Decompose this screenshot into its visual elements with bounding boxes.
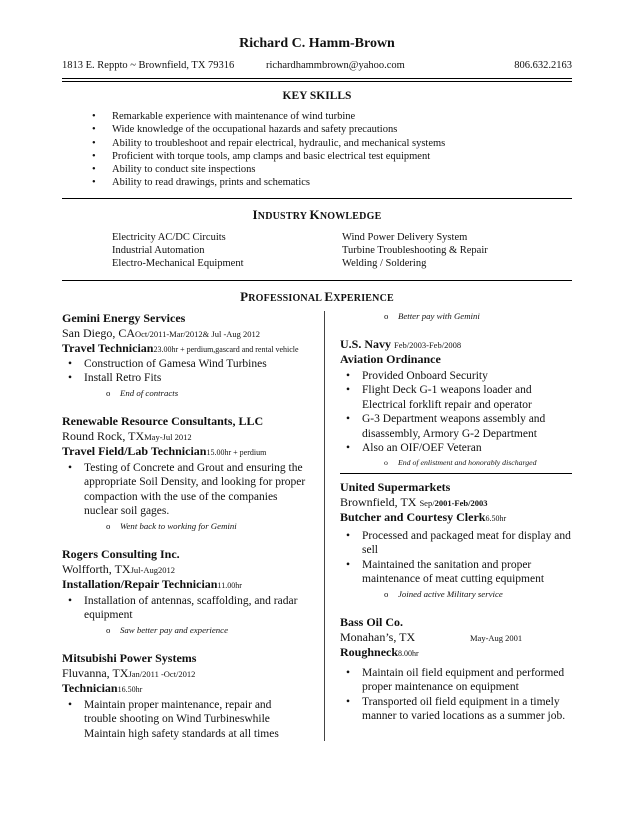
key-skills-title: KEY SKILLS [282, 90, 352, 102]
job-location: Wolfforth, TX [62, 561, 131, 576]
address: 1813 E. Reppto ~ Brownfield, TX 79316 [62, 60, 235, 71]
job-note: o End of enlistment and honorably discharged [340, 458, 572, 467]
list-item: • Construction of Gamesa Wind Turbines [62, 357, 318, 372]
list-item: Industrial Automation [112, 244, 205, 256]
list-item: • Provided Onboard Security [340, 369, 572, 384]
job-rate: 16.50hr [117, 684, 143, 694]
company-name: Bass Oil Co. [340, 614, 404, 629]
job-location: Round Rock, TX [62, 428, 145, 443]
job-rate: 11.00hr [217, 580, 242, 590]
contact-line [62, 60, 572, 78]
job-rate: 23.00hr + perdium,gascard and rental vehicle [153, 344, 299, 354]
job-title: Installation/Repair Technician [62, 576, 218, 591]
list-item: Electro-Mechanical Equipment [112, 257, 244, 269]
job-dates: Oct/2011-Mar/2012& Jul -Aug 2012 [135, 328, 261, 339]
job-dates: May-Aug 2001 [470, 632, 523, 643]
list-item: • Installation of antennas, scaffolding, and radar equipment [62, 594, 298, 623]
job-dates: Jul-Aug2012 [130, 564, 175, 575]
industry-knowledge-list [62, 231, 572, 270]
list-item: • Also an OIF/OEF Veteran [340, 441, 572, 456]
experience-right-column [326, 311, 572, 742]
job-location: Monahan’s, TX [340, 629, 416, 644]
job-dates: Feb/2003-Feb/2008 [394, 339, 462, 350]
job-title: Butcher and Courtesy Clerk [340, 509, 486, 524]
job-dates: May-Jul 2012 [144, 431, 192, 442]
list-item: Welding / Soldering [342, 257, 427, 269]
list-item: Wind Power Delivery System [342, 231, 468, 243]
list-item: • Wide knowledge of the occupational hazards and safety precautions [92, 123, 572, 136]
job-rate: 8.00hr [398, 648, 419, 658]
email: richardhammbrown@yahoo.com [266, 60, 405, 71]
list-item: • Maintain proper maintenance, repair and trouble shooting on Wind Turbineswhile Maintain high safety standards at all times [62, 698, 298, 742]
divider [62, 78, 572, 79]
list-item: • G-3 Department weapons assembly and disassembly, Armory G-2 Department [340, 412, 572, 441]
experience-columns [62, 311, 572, 742]
divider [62, 198, 572, 199]
job-title: Roughneck [340, 644, 399, 659]
list-item: • Maintained the sanitation and proper maintenance of meat cutting equipment [340, 558, 572, 587]
industry-knowledge-title: INDUSTRY KNOWLEDGE [252, 206, 382, 222]
company-name: Gemini Energy Services [62, 310, 186, 325]
job-title: Travel Field/Lab Technician [62, 443, 207, 458]
column-divider [324, 311, 325, 741]
company-name: United Supermarkets [340, 479, 451, 494]
job-location: San Diego, CA [62, 325, 135, 340]
job-dates: 2001-Feb/2003 [434, 497, 488, 508]
job-rate: 15.00hr + perdium [206, 447, 267, 457]
list-item: • Ability to conduct site inspections [92, 163, 572, 176]
list-item: • Remarkable experience with maintenance of wind turbine [92, 110, 572, 123]
list-item: • Flight Deck G-1 weapons loader and Electrical forklift repair and operator [340, 383, 572, 412]
professional-experience-title: PROFESSIONAL EXPERIENCE [240, 288, 394, 304]
divider [62, 81, 572, 82]
company-name: U.S. Navy [340, 336, 392, 351]
candidate-name: Richard C. Hamm-Brown [239, 36, 395, 51]
job-dates: Jan/2011 -Oct/2012 [128, 668, 196, 679]
job-dates: Sep/ [419, 497, 435, 508]
phone: 806.632.2163 [514, 60, 572, 71]
resume-page [62, 28, 572, 741]
list-item: Electricity AC/DC Circuits [112, 231, 226, 243]
list-item: Turbine Troubleshooting & Repair [342, 244, 488, 256]
job-note: o Better pay with Gemini [340, 311, 572, 321]
list-item: • Transported oil field equipment in a timely manner to varied locations as a summer job. [340, 695, 572, 724]
job-title: Aviation Ordinance [340, 351, 441, 366]
list-item: • Ability to troubleshoot and repair electrical, hydraulic, and mechanical systems [92, 137, 572, 150]
divider [62, 280, 572, 281]
job-rate: 6.50hr [485, 513, 507, 523]
job-title: Travel Technician [62, 340, 154, 355]
list-item: • Install Retro Fits [62, 371, 318, 386]
job-location: Fluvanna, TX [62, 665, 129, 680]
job-note: o Went back to working for Gemini [62, 521, 318, 531]
list-item: • Testing of Concrete and Grout and ensuring the appropriate Soil Density, and looking for proper compaction with the use of the companies nuclear soil gages. [62, 461, 308, 519]
divider [340, 473, 572, 474]
company-name: Rogers Consulting Inc. [62, 546, 180, 561]
job-title: Technician [62, 680, 118, 695]
experience-left-column [62, 311, 326, 742]
company-name: Mitsubishi Power Systems [62, 650, 197, 665]
company-name: Renewable Resource Consultants, LLC [62, 413, 264, 428]
job-note: o Joined active Military service [340, 589, 572, 599]
list-item: • Maintain oil field equipment and performed proper maintenance on equipment [340, 666, 572, 695]
key-skills-list [62, 110, 572, 190]
list-item: • Ability to read drawings, prints and schematics [92, 176, 572, 189]
job-note: o End of contracts [62, 388, 318, 398]
list-item: • Proficient with torque tools, amp clamps and basic electrical test equipment [92, 150, 572, 163]
job-note: o Saw better pay and experience [62, 625, 318, 635]
list-item: • Processed and packaged meat for display and sell [340, 529, 572, 558]
job-location: Brownfield, TX [340, 494, 417, 509]
